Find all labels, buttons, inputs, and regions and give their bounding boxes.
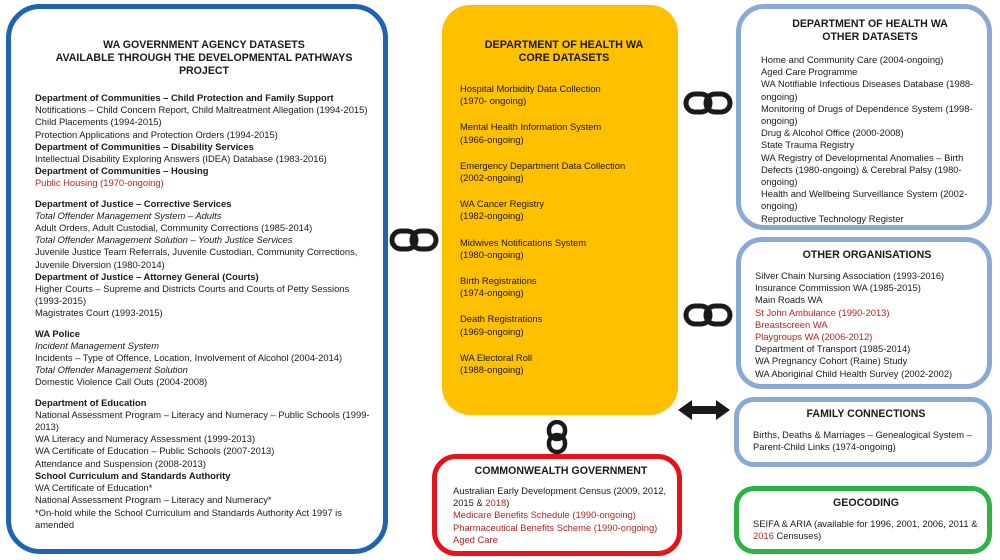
dataset-line: Total Offender Management Solution – Youth Justice Services	[35, 234, 293, 246]
core-datasets-list	[460, 83, 668, 376]
core-dataset-item	[460, 160, 668, 184]
dataset-line: Intellectual Disability Exploring Answers (IDEA) Database (1983-2016)	[35, 153, 327, 165]
core-datasets-box	[442, 5, 678, 415]
agency-heading: Department of Communities – Disability Services	[35, 140, 254, 152]
geocoding-text-before: SEIFA & ARIA (available for 1996, 2001, 2006, 2011 &	[753, 518, 978, 529]
organisation-line: Main Roads WA	[755, 294, 823, 306]
double-arrow-icon	[676, 398, 732, 422]
organisation-line: WA Aboriginal Child Health Survey (2002-2002)	[755, 367, 953, 379]
wa-government-datasets-box	[6, 4, 388, 554]
core-title	[460, 39, 668, 65]
core-dataset-years: (1969-ongoing)	[460, 325, 524, 337]
dataset-line: Total Offender Management System – Adults	[35, 209, 222, 221]
core-dataset-years: (1966-ongoing)	[460, 133, 524, 145]
organisation-line: WA Pregnancy Cohort (Raine) Study	[755, 355, 908, 367]
core-title-line2: CORE DATASETS	[518, 52, 610, 64]
core-dataset-item	[460, 352, 668, 376]
chain-link-icon	[683, 302, 733, 328]
commonwealth-line: Medicare Benefits Schedule (1990-ongoing)	[453, 509, 636, 521]
other-dataset-line: Health and Wellbeing Surveillance System (2002-ongoing)	[761, 188, 968, 212]
other-datasets-box	[736, 4, 992, 230]
core-title-line1: DEPARTMENT OF HEALTH WA	[484, 39, 644, 51]
core-dataset-item	[460, 313, 668, 337]
dataset-line: Adult Orders, Adult Custodial, Community Corrections (1985-2014)	[35, 222, 313, 234]
organisation-line: Playgroups WA (2006-2012)	[755, 331, 873, 343]
core-dataset-name: Mental Health Information System	[460, 121, 602, 133]
agency-heading: Department of Education	[35, 396, 147, 408]
commonwealth-line1-before: Australian Early Development Census (2009, 2012, 2015 &	[453, 485, 667, 509]
agency-heading: Department of Communities – Child Protection and Family Support	[35, 92, 334, 103]
chain-link-icon	[683, 90, 733, 116]
wa-government-title-line1: WA GOVERNMENT AGENCY DATASETS	[103, 39, 305, 51]
other-organisations-box	[736, 237, 992, 389]
dataset-line: Public Housing (1970-ongoing)	[35, 177, 164, 189]
agency-heading: Department of Justice – Attorney General (Courts)	[35, 270, 259, 282]
core-dataset-name: Birth Registrations	[460, 275, 537, 287]
organisation-line: Insurance Commission WA (1985-2015)	[755, 282, 921, 294]
core-dataset-name: WA Cancer Registry	[460, 198, 545, 210]
dataset-line: Juvenile Justice Team Referrals, Juvenile Custodian, Community Corrections, Juvenile Diversion (1980-2014)	[35, 246, 358, 270]
dataset-line: Notifications – Child Concern Report, Child Maltreatment Allegation (1994-2015)	[35, 104, 368, 116]
core-dataset-years: (1974-ongoing)	[460, 287, 524, 299]
other-dataset-line: WA Notifiable Infectious Diseases Database (1988-ongoing)	[761, 78, 974, 102]
geocoding-text-red: 2016	[753, 530, 774, 542]
chain-link-icon	[546, 420, 568, 454]
dataset-line: Magistrates Court (1993-2015)	[35, 307, 163, 319]
geocoding-title: GEOCODING	[833, 497, 899, 509]
other-organisations-list	[755, 270, 979, 380]
other-dataset-line: Home and Community Care (2004-ongoing)	[761, 54, 944, 65]
dataset-line: Protection Applications and Protection Orders (1994-2015)	[35, 128, 278, 140]
dataset-line: National Assessment Program – Literacy and Numeracy – Public Schools (1999-2013)	[35, 408, 370, 433]
dataset-line: WA Literacy and Numeracy Assessment (1999-2013)	[35, 433, 256, 445]
core-dataset-name: WA Electoral Roll	[460, 351, 533, 363]
other-datasets-title-line2: OTHER DATASETS	[822, 31, 918, 43]
other-dataset-line: WA Registry of Developmental Anomalies – Birth Defects (1980-ongoing) & Cerebral Palsy (1980-ongoing)	[761, 151, 964, 188]
other-datasets-list	[761, 54, 979, 225]
chain-link-icon	[389, 227, 439, 253]
dataset-line: Incidents – Type of Offence, Location, Involvement of Alcohol (2004-2014)	[35, 352, 343, 364]
core-dataset-years: (2002-ongoing)	[460, 172, 524, 184]
agency-heading: School Curriculum and Standards Authority	[35, 469, 231, 481]
organisation-line: Silver Chain Nursing Association (1993-2016)	[755, 270, 945, 281]
core-dataset-years: (1982-ongoing)	[460, 210, 524, 222]
organisation-line: Breastscreen WA	[755, 318, 828, 330]
commonwealth-title: COMMONWEALTH GOVERNMENT	[474, 465, 648, 477]
core-dataset-years: (1970- ongoing)	[460, 95, 527, 107]
core-dataset-item	[460, 83, 668, 107]
commonwealth-line: Pharmaceutical Benefits Scheme (1990-ongoing)	[453, 521, 658, 533]
core-dataset-name: Hospital Morbidity Data Collection	[460, 83, 601, 94]
dataset-line: Domestic Violence Call Outs (2004-2008)	[35, 376, 208, 388]
core-dataset-name: Death Registrations	[460, 313, 543, 325]
family-connections-text: Births, Deaths & Marriages – Genealogical System – Parent-Child Links (1974-ongoing)	[753, 429, 972, 453]
core-dataset-item	[460, 237, 668, 261]
dataset-line: Attendance and Suspension (2008-2013)	[35, 457, 206, 469]
dataset-line: *On-hold while the School Curriculum and Standards Authority Act 1997 is amended	[35, 506, 342, 530]
organisation-line: St John Ambulance (1990-2013)	[755, 306, 890, 318]
organisation-line: Department of Transport (1985-2014)	[755, 343, 911, 355]
geocoding-text	[753, 518, 979, 542]
geocoding-box	[734, 486, 992, 554]
family-connections-box	[734, 397, 992, 467]
other-dataset-line: Aged Care Programme	[761, 66, 858, 78]
core-dataset-years: (1980-ongoing)	[460, 248, 524, 260]
commonwealth-line1-after: )	[506, 497, 510, 509]
core-dataset-item	[460, 198, 668, 222]
other-dataset-line: Drug & Alcohol Office (2000-2008)	[761, 127, 904, 139]
agency-heading: Department of Communities – Housing	[35, 165, 209, 177]
commonwealth-government-box	[432, 454, 682, 556]
other-dataset-line: State Trauma Registry	[761, 139, 855, 151]
core-dataset-years: (1988-ongoing)	[460, 364, 524, 376]
core-dataset-name: Emergency Department Data Collection	[460, 159, 626, 171]
dataset-line: National Assessment Program – Literacy and Numeracy*	[35, 494, 272, 506]
agency-heading: WA Police	[35, 327, 80, 339]
dataset-line: Child Placements (1994-2015)	[35, 116, 162, 128]
wa-government-title-line2: AVAILABLE THROUGH THE DEVELOPMENTAL PATHWAYS PROJECT	[55, 52, 353, 77]
dataset-line: Incident Management System	[35, 339, 160, 351]
other-datasets-title-line1: DEPARTMENT OF HEALTH WA	[792, 18, 948, 30]
spacer	[35, 320, 373, 328]
core-dataset-item	[460, 121, 668, 145]
commonwealth-line1-red: 2018	[485, 497, 507, 509]
family-connections-title: FAMILY CONNECTIONS	[806, 408, 926, 420]
core-dataset-item	[460, 275, 668, 299]
commonwealth-line: Aged Care	[453, 533, 498, 545]
commonwealth-red-list	[453, 509, 669, 546]
core-dataset-name: Midwives Notifications System	[460, 236, 587, 248]
dataset-line: Higher Courts – Supreme and Districts Courts and Courts of Petty Sessions (1993-2015)	[35, 283, 350, 307]
spacer	[35, 389, 373, 397]
wa-government-list	[35, 92, 373, 531]
spacer	[35, 190, 373, 198]
other-dataset-line: Monitoring of Drugs of Dependence System (1998-ongoing)	[761, 102, 973, 127]
commonwealth-line-aedc	[453, 485, 669, 509]
other-dataset-line: Reproductive Technology Register	[761, 212, 904, 224]
other-organisations-title: OTHER ORGANISATIONS	[802, 249, 932, 261]
dataset-line: WA Certificate of Education*	[35, 482, 153, 494]
geocoding-text-after: Censuses)	[773, 530, 822, 542]
dataset-line: Total Offender Management Solution	[35, 364, 188, 376]
dataset-line: WA Certificate of Education – Public Schools (2007-2013)	[35, 445, 275, 457]
agency-heading: Department of Justice – Corrective Services	[35, 197, 232, 209]
